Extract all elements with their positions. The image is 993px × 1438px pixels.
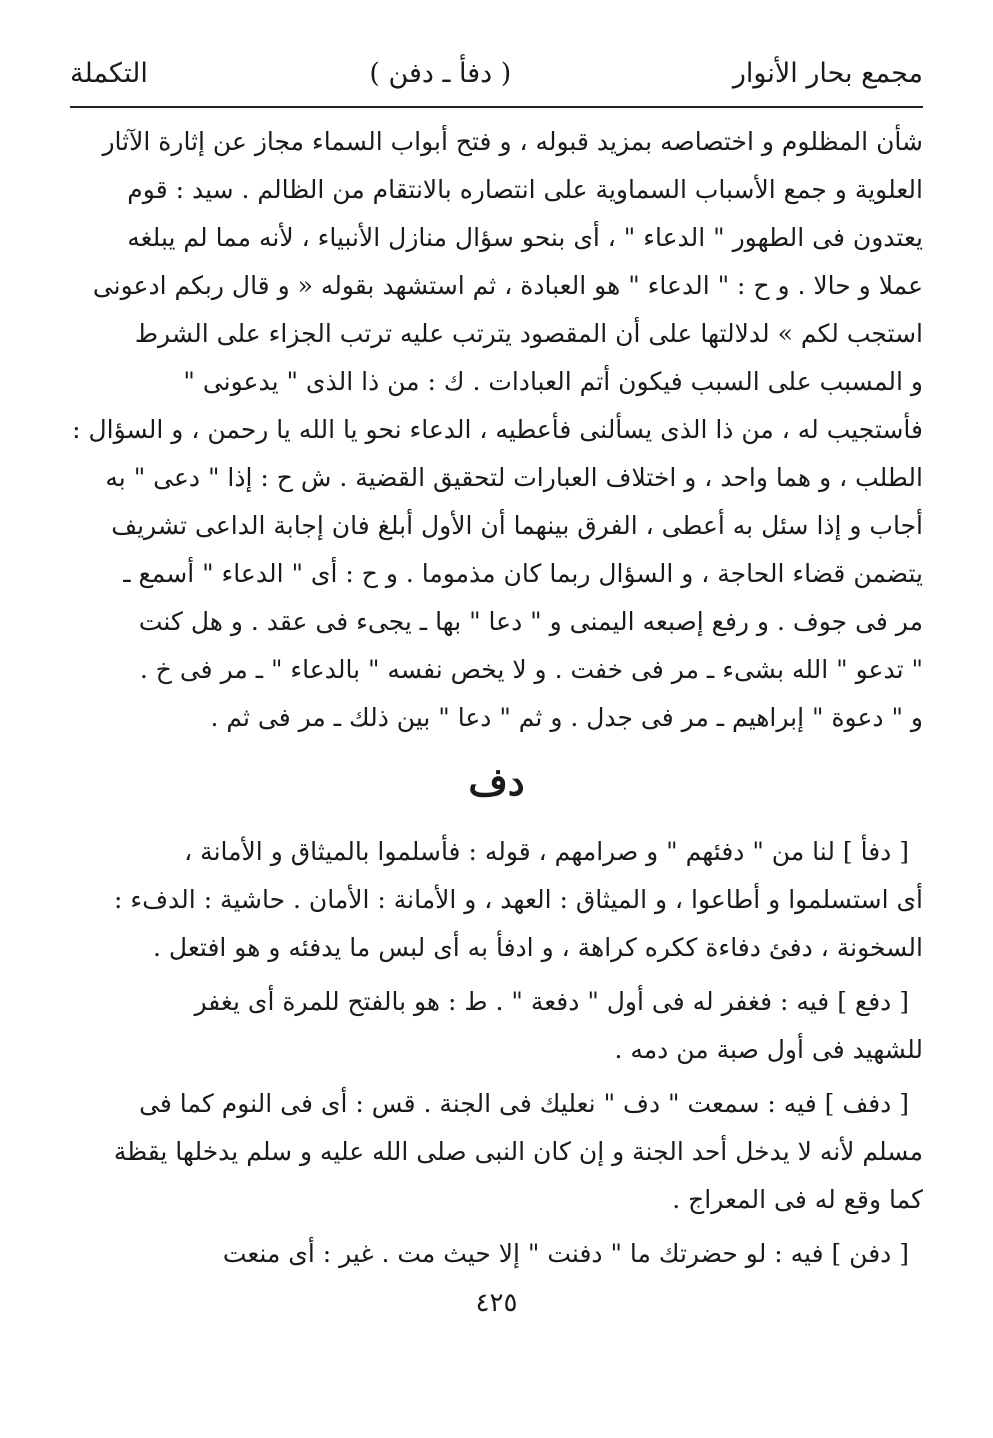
text-line: مر فى جوف . و رفع إصبعه اليمنى و " دعا " بها ـ يجىء فى عقد . و هل كنت [138, 607, 923, 636]
text-line: عملا و حالا . و ح : " الدعاء " هو العبادة ، ثم استشهد بقوله « و قال ربكم ادعونى [92, 271, 923, 300]
text-line: " تدعو " الله بشىء ـ مر فى خفت . و لا يخص نفسه " بالدعاء " ـ مر فى خ . [139, 655, 923, 684]
section-label: التكملة [70, 57, 148, 89]
entry-range: ( دفأ ـ دفن ) [369, 57, 512, 89]
text-line: العلوية و جمع الأسباب السماوية على انتصاره بالانتقام من الظالم . سيد : قوم [127, 175, 923, 204]
running-header [70, 48, 923, 98]
text-line: يتضمن قضاء الحاجة ، و السؤال ربما كان مذموما . و ح : أى " الدعاء " أسمع ـ [123, 559, 923, 588]
entry-dafa-push [70, 978, 923, 1074]
text-line: أجاب و إذا سئل به أعطى ، الفرق بينهما أن الأول أبلغ فان إجابة الداعى تشريف [111, 511, 923, 540]
text-line: أى استسلموا و أطاعوا ، و الميثاق : العهد ، و الأمانة : الأمان . حاشية : الدفء : [114, 885, 923, 914]
text-line: استجب لكم » لدلالتها على أن المقصود يترتب عليه ترتب الجزاء على الشرط [134, 319, 923, 348]
text-line: مسلم لأنه لا يدخل أحد الجنة و إن كان النبى صلى الله عليه و سلم يدخلها يقظة [113, 1137, 923, 1166]
text-line: [ دفف ] فيه : سمعت " دف " نعليك فى الجنة . قس : أى فى النوم كما فى [139, 1089, 909, 1118]
entry-dafa [70, 828, 923, 972]
text-line: شأن المظلوم و اختصاصه بمزيد قبوله ، و فتح أبواب السماء مجاز عن إثارة الآثار [102, 127, 923, 156]
text-line: [ دفن ] فيه : لو حضرتك ما " دفنت " إلا حيث مت . غير : أى منعت [222, 1239, 909, 1268]
text-line: فأستجيب له ، من ذا الذى يسألنى فأعطيه ، الدعاء نحو يا الله يا رحمن ، و السؤال : [72, 415, 923, 444]
text-line: [ دفأ ] لنا من " دفئهم " و صرامهم ، قوله : فأسلموا بالميثاق و الأمانة ، [184, 837, 909, 866]
text-line: [ دفع ] فيه : فغفر له فى أول " دفعة " . ط : هو بالفتح للمرة أى يغفر [194, 987, 909, 1016]
continuation-paragraph [70, 118, 923, 742]
text-line: و " دعوة " إبراهيم ـ مر فى جدل . و ثم " دعا " بين ذلك ـ مر فى ثم . [210, 703, 923, 732]
section-heading: دف [468, 759, 525, 804]
book-title: مجمع بحار الأنوار [732, 57, 923, 89]
header-divider [70, 106, 923, 108]
entry-dafn [70, 1230, 923, 1278]
text-line: كما وقع له فى المعراج . [672, 1185, 923, 1214]
text-line: للشهيد فى أول صبة من دمه . [614, 1035, 923, 1064]
page-body [70, 118, 923, 1278]
text-line: و المسبب على السبب فيكون أتم العبادات . ك : من ذا الذى " يدعونى " [183, 367, 923, 396]
entry-daff [70, 1080, 923, 1224]
text-line: السخونة ، دفئ دفاءة ككره كراهة ، و ادفأ به أى لبس ما يدفئه و هو افتعل . [153, 933, 923, 962]
page-number: ٤٢٥ [475, 1288, 518, 1318]
text-line: يعتدون فى الطهور " الدعاء " ، أى بنحو سؤال منازل الأنبياء ، لأنه مما لم يبلغه [127, 223, 923, 252]
text-line: الطلب ، و هما واحد ، و اختلاف العبارات لتحقيق القضية . ش ح : إذا " دعى " به [105, 463, 923, 492]
